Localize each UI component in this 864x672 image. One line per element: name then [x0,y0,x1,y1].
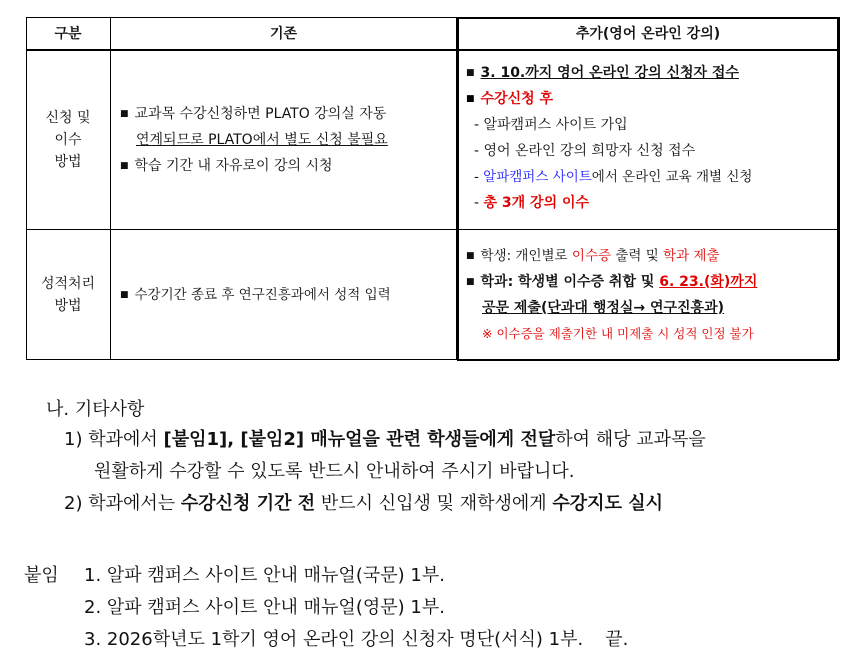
row1-added-dash4: - 총 3개 강의 이수 [474,195,590,211]
row1-added: ■ 3. 10.까지 영어 온라인 강의 신청자 접수 ■ 수강신청 후 - 알파캠퍼스 사이트 가입 - 영어 온라인 강의 희망자 신청 접수 - 알파캠퍼스 사이트에서 온라인 교육 개별 신청 - 총 3개 강의 이수 [466,60,838,216]
row2-existing: ■ 수강기간 종료 후 연구진흥과에서 성적 입력 [120,287,391,303]
section-item-1: 1) 학과에서 [붙임1], [붙임2] 매뉴얼을 관련 학생들에게 전달하여 해당 교과목을 [64,429,706,450]
row1-added-dash3: - 알파캠퍼스 사이트에서 온라인 교육 개별 신청 [474,169,753,185]
attachment-item: 2. 알파 캠퍼스 사이트 안내 매뉴얼(영문) 1부. [84,597,445,618]
row1-existing-bullet2: 학습 기간 내 자유로이 강의 시청 [134,158,333,174]
row2-added-bullet2: ■ 학과: 학생별 이수증 취합 및 6. 23.(화)까지 [466,274,758,290]
header-existing: 기존 [269,26,298,42]
row1-existing-bullet1-cont: 연계되므로 PLATO에서 별도 신청 불필요 [136,132,388,148]
row1-category-line: 이수 [54,132,82,148]
row1-existing: ■ 교과목 수강신청하면 PLATO 강의실 자동 연계되므로 PLATO에서 별도 신청 불필요 ■ 학습 기간 내 자유로이 강의 시청 [120,101,454,179]
attachment-item: 1. 알파 캠퍼스 사이트 안내 매뉴얼(국문) 1부. [84,565,445,586]
row1-category-line: 신청 및 [45,110,91,126]
row2-added-bullet1: ■ 학생: 개인별로 이수증 출력 및 학과 제출 [466,248,720,264]
section-item-1-cont: 원활하게 수강할 수 있도록 반드시 안내하여 주시기 바랍니다. [94,461,575,482]
end-mark: 끝. [605,629,629,650]
row1-added-dash2: - 영어 온라인 강의 희망자 신청 접수 [474,143,696,159]
row1-existing-bullet1: 교과목 수강신청하면 PLATO 강의실 자동 [134,106,387,122]
row2-category-line: 성적처리 [40,276,96,292]
row1-category [26,107,110,173]
row2-added [466,243,838,347]
row1-added-dash1: - 알파캠퍼스 사이트 가입 [474,117,628,133]
section-item-2: 2) 학과에서는 수강신청 기간 전 반드시 신입생 및 재학생에게 수강지도 실시 [64,493,664,514]
row1-category-line: 방법 [54,154,82,170]
row2-added-note: ※ 이수증을 제출기한 내 미제출 시 성적 인정 불가 [482,326,754,341]
row1-added-bullet2: 수강신청 후 [480,91,554,107]
comparison-table [26,17,840,360]
attachments-label: 붙임 [24,565,59,586]
row2-category [26,273,110,317]
row1-added-bullet1: 3. 10.까지 영어 온라인 강의 신청자 접수 [480,65,739,81]
header-added: 추가(영어 온라인 강의) [575,26,721,42]
row2-added-bullet2-cont: 공문 제출(단과대 행정실→ 연구진흥과) [482,300,725,316]
row2-category-line: 방법 [54,298,82,314]
attachment-item: 3. 2026학년도 1학기 영어 온라인 강의 신청자 명단(서식) 1부. 끝. [84,629,629,650]
alpha-campus-site-text: 알파캠퍼스 사이트 [483,169,592,185]
section-title: 나. 기타사항 [46,399,145,420]
header-category: 구분 [54,26,82,42]
